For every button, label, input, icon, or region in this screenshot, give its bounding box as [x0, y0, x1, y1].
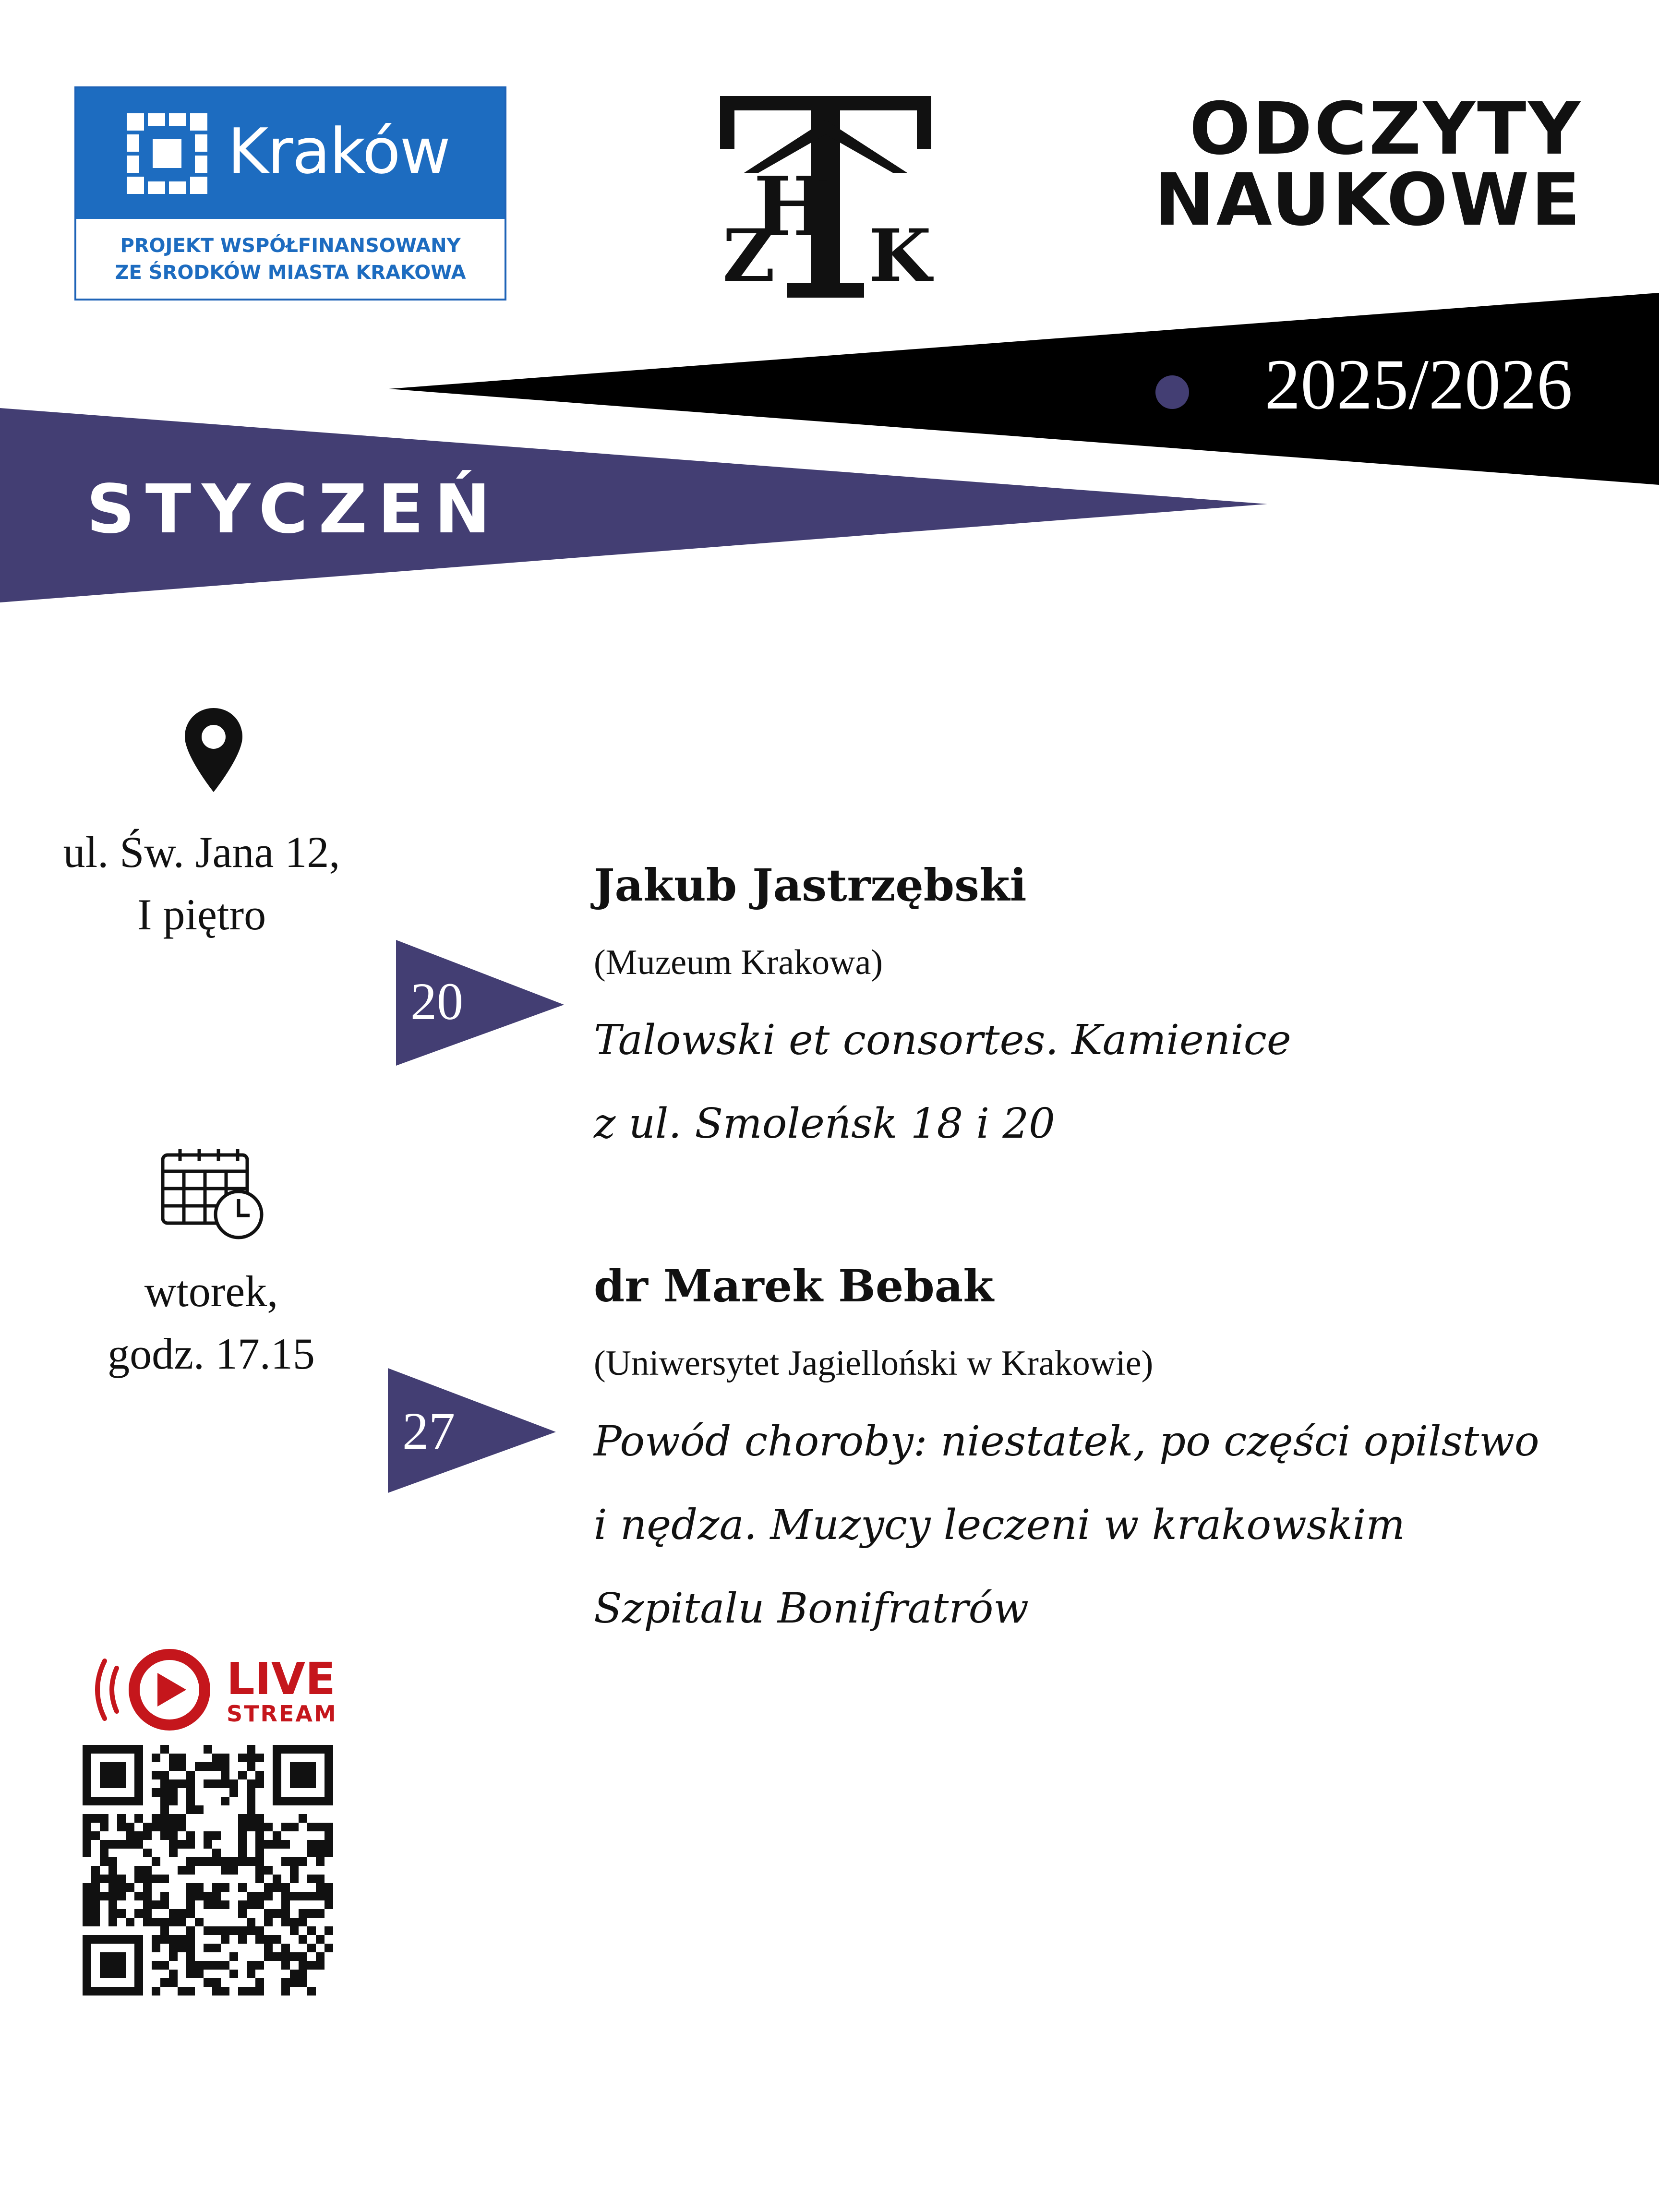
lecture-2-speaker: dr Marek Bebak — [594, 1260, 994, 1312]
lecture-2-title-line3: Szpitalu Bonifratrów — [594, 1585, 1029, 1633]
month-label: STYCZEŃ — [86, 470, 501, 549]
address — [48, 821, 355, 946]
svg-text:K: K — [868, 214, 932, 298]
address-line2: I piętro — [137, 890, 266, 939]
krakow-emblem-icon — [127, 113, 208, 195]
event-time: godz. 17.15 — [108, 1329, 315, 1378]
lecture-2-affiliation: (Uniwersytet Jagielloński w Krakowie) — [594, 1344, 1154, 1383]
map-pin-icon — [185, 708, 242, 792]
krakow-logo-caption — [76, 232, 505, 286]
calendar-clock-icon — [161, 1147, 264, 1241]
lecture-1-title-line1: Talowski et consortes. Kamienice — [594, 1016, 1291, 1064]
lecture-1-speaker: Jakub Jastrzębski — [594, 859, 1027, 911]
event-day: wtorek, — [144, 1267, 278, 1316]
svg-text:H: H — [753, 159, 831, 255]
svg-text:Z: Z — [722, 214, 775, 298]
lecture-2-date: 27 — [402, 1402, 455, 1460]
lecture-2-title — [594, 1400, 1539, 1650]
header-bands — [0, 288, 1659, 624]
season-year: 2025/2026 — [1264, 345, 1573, 424]
lecture-1-affiliation: (Muzeum Krakowa) — [594, 943, 883, 982]
event-datetime — [67, 1260, 355, 1385]
address-line1: ul. Św. Jana 12, — [63, 828, 340, 877]
krakow-logo — [74, 86, 506, 301]
title-line-2: NAUKOWE — [1154, 158, 1582, 242]
year-dot — [1155, 375, 1189, 409]
lecture-1-date: 20 — [410, 972, 463, 1031]
krakow-logo-line1: PROJEKT WSPÓŁFINANSOWANY — [120, 235, 461, 257]
stream-label: STREAM — [227, 1701, 337, 1727]
live-label: LIVE — [227, 1653, 336, 1705]
lecture-2-title-line2: i nędza. Muzycy leczeni w krakowskim — [594, 1501, 1406, 1549]
lecture-2-title-line1: Powód choroby: niestatek, po części opilstwo — [594, 1418, 1539, 1466]
qr-code[interactable] — [83, 1745, 333, 1996]
krakow-logo-banner — [76, 88, 505, 219]
krakow-logo-line2: ZE ŚRODKÓW MIASTA KRAKOWA — [115, 262, 466, 284]
tzhk-logo — [715, 91, 936, 302]
series-title — [1154, 87, 1582, 242]
title-line-1: ODCZYTY — [1189, 87, 1582, 171]
krakow-logo-city: Kraków — [228, 115, 450, 188]
live-stream-label — [227, 1653, 337, 1727]
lecture-1-title — [594, 998, 1291, 1166]
lecture-1-title-line2: z ul. Smoleńsk 18 i 20 — [594, 1100, 1055, 1148]
